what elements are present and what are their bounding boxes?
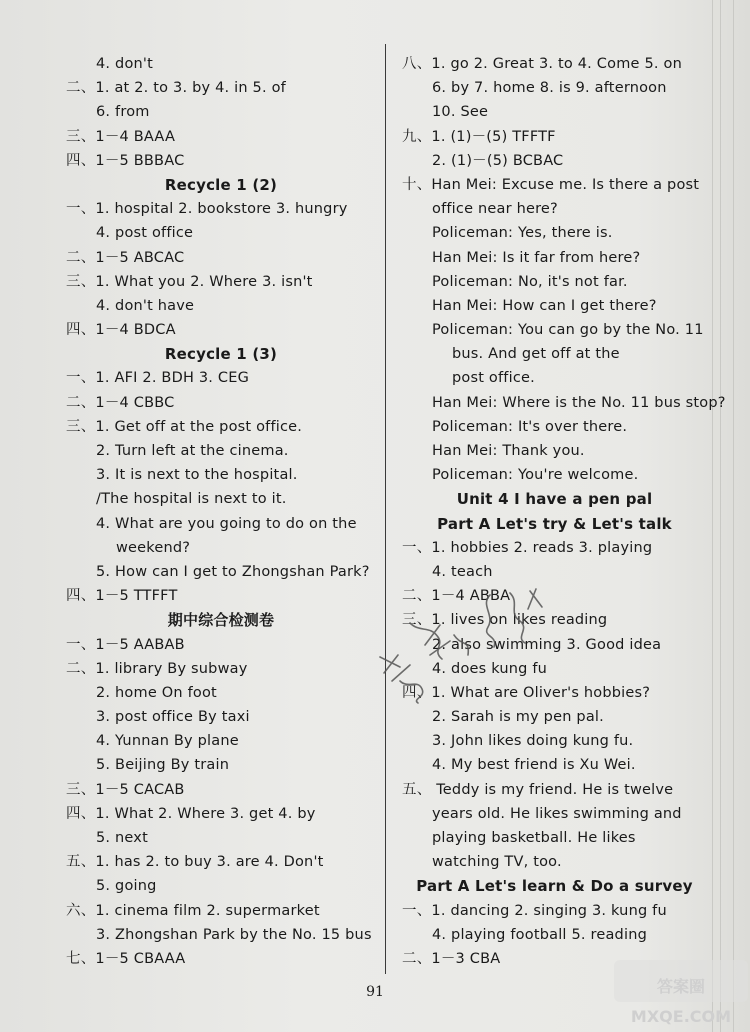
answer-line: Policeman: You're welcome. [432, 467, 639, 484]
answer-line: 十、Han Mei: Excuse me. Is there a post [402, 176, 700, 193]
answer-line: bus. And get off at the [452, 346, 620, 363]
answer-line: 二、1－5 ABCAC [66, 249, 185, 266]
answer-line: 2. Turn left at the cinema. [96, 443, 289, 459]
section-heading: Unit 4 I have a pen pal [456, 490, 653, 509]
answer-line: 4. teach [432, 563, 493, 580]
site-watermark [612, 958, 750, 1032]
answer-line: 一、1. hospital 2. bookstore 3. hungry [66, 201, 348, 218]
right-column [402, 52, 726, 971]
answer-line: 三、1－5 CACAB [66, 781, 185, 798]
answer-line: 二、1－4 ABBA [402, 588, 511, 605]
answer-line: playing basketball. He likes [432, 830, 636, 846]
answer-line: 三、1. Get off at the post office. [66, 418, 303, 435]
answer-line: 一、1. hobbies 2. reads 3. playing [402, 539, 653, 556]
section-heading: 期中综合检测卷 [167, 611, 275, 630]
answer-line: 四、1－5 BBBAC [66, 152, 185, 169]
answer-line: 5. How can I get to Zhongshan Park? [96, 563, 370, 580]
watermark-logo-text: 答案圈 [656, 977, 706, 996]
answer-line: 4. playing football 5. reading [432, 926, 647, 943]
answer-line: Policeman: You can go by the No. 11 [432, 322, 704, 339]
answer-line: 6. by 7. home 8. is 9. afternoon [432, 80, 667, 97]
answer-line: Policeman: Yes, there is. [432, 225, 613, 242]
answer-line: 九、1. (1)－(5) TFFTF [402, 128, 556, 145]
answer-line: 3. post office By taxi [96, 709, 250, 726]
answer-line: 一、1. AFI 2. BDH 3. CEG [66, 370, 250, 387]
answer-line: watching TV, too. [432, 854, 562, 871]
answer-line: Policeman: No, it's not far. [432, 273, 628, 290]
answer-line: 六、1. cinema film 2. supermarket [66, 902, 320, 919]
answer-line: 一、1－5 AABAB [66, 636, 185, 653]
answer-line: 二、1. at 2. to 3. by 4. in 5. of [66, 80, 286, 97]
answer-line: 一、1. dancing 2. singing 3. kung fu [402, 902, 667, 919]
answer-line: 3. John likes doing kung fu. [432, 733, 634, 750]
answer-line: 五、 Teddy is my friend. He is twelve [402, 781, 674, 798]
answer-line: 二、1. library By subway [66, 660, 248, 677]
answer-line: 10. See [432, 104, 489, 121]
answer-line: 2. home On foot [96, 684, 217, 701]
answer-line: 四、1. What are Oliver's hobbies? [402, 684, 651, 701]
answer-line: 6. from [96, 104, 150, 121]
answer-line: Han Mei: Where is the No. 11 bus stop? [432, 394, 726, 411]
answer-line: /The hospital is next to it. [96, 491, 287, 508]
answer-line: 4. Yunnan By plane [96, 733, 239, 750]
answer-line: 4. post office [96, 225, 194, 242]
answer-line: weekend? [116, 539, 191, 556]
answer-line: Han Mei: Thank you. [432, 443, 585, 459]
page-number: 91 [366, 984, 384, 1000]
answer-line: 4. don't have [96, 297, 195, 314]
handwritten-scribble [370, 585, 570, 705]
answer-line: 4. What are you going to do on the [96, 515, 357, 532]
answer-line: 4. don't [96, 56, 153, 72]
answer-line: 2. Sarah is my pen pal. [432, 709, 604, 726]
answer-line: 七、1－5 CBAAA [66, 950, 186, 967]
answer-line: 4. My best friend is Xu Wei. [432, 757, 636, 774]
answer-line: Policeman: It's over there. [432, 418, 628, 435]
left-column [66, 52, 376, 971]
answer-line: 三、1. What you 2. Where 3. isn't [66, 273, 313, 290]
answer-line: 四、1－5 TTFFT [66, 588, 178, 605]
section-heading: Part A Let's try & Let's talk [437, 514, 672, 533]
page-edge-line [712, 0, 713, 1032]
column-divider [385, 44, 386, 974]
answer-line: 二、1－3 CBA [402, 950, 501, 967]
answer-line: Han Mei: How can I get there? [432, 297, 657, 314]
page-edge-line [733, 0, 734, 1032]
answer-line: 四、1－4 BDCA [66, 322, 176, 339]
answer-line: 5. next [96, 830, 148, 846]
answer-line: 3. Zhongshan Park by the No. 15 bus [96, 926, 372, 943]
answer-line: 五、1. has 2. to buy 3. are 4. Don't [66, 854, 324, 871]
section-heading: Recycle 1 (3) [164, 345, 278, 364]
answer-line: 4. does kung fu [432, 660, 548, 677]
answer-line: 5. Beijing By train [96, 757, 230, 774]
answer-line: Han Mei: Is it far from here? [432, 249, 641, 266]
answer-line: 三、1－4 BAAA [66, 128, 176, 145]
section-heading: Part A Let's learn & Do a survey [416, 877, 693, 896]
watermark-url: MXQE.COM [630, 1007, 732, 1026]
answer-line: 5. going [96, 878, 157, 895]
answer-line: 二、1－4 CBBC [66, 394, 175, 411]
answer-line: 2. also swimming 3. Good idea [432, 636, 662, 653]
answer-line: 四、1. What 2. Where 3. get 4. by [66, 805, 316, 822]
answer-line: post office. [452, 370, 535, 387]
answer-line: 八、1. go 2. Great 3. to 4. Come 5. on [402, 56, 682, 72]
answer-line: 3. It is next to the hospital. [96, 467, 298, 484]
answer-line: office near here? [432, 201, 558, 218]
answer-line: 2. (1)－(5) BCBAC [432, 152, 564, 169]
answer-line: years old. He likes swimming and [432, 805, 682, 822]
answer-line: 三、1. lives on likes reading [402, 612, 608, 629]
section-heading: Recycle 1 (2) [164, 175, 278, 194]
page-edge-line [720, 0, 721, 1032]
